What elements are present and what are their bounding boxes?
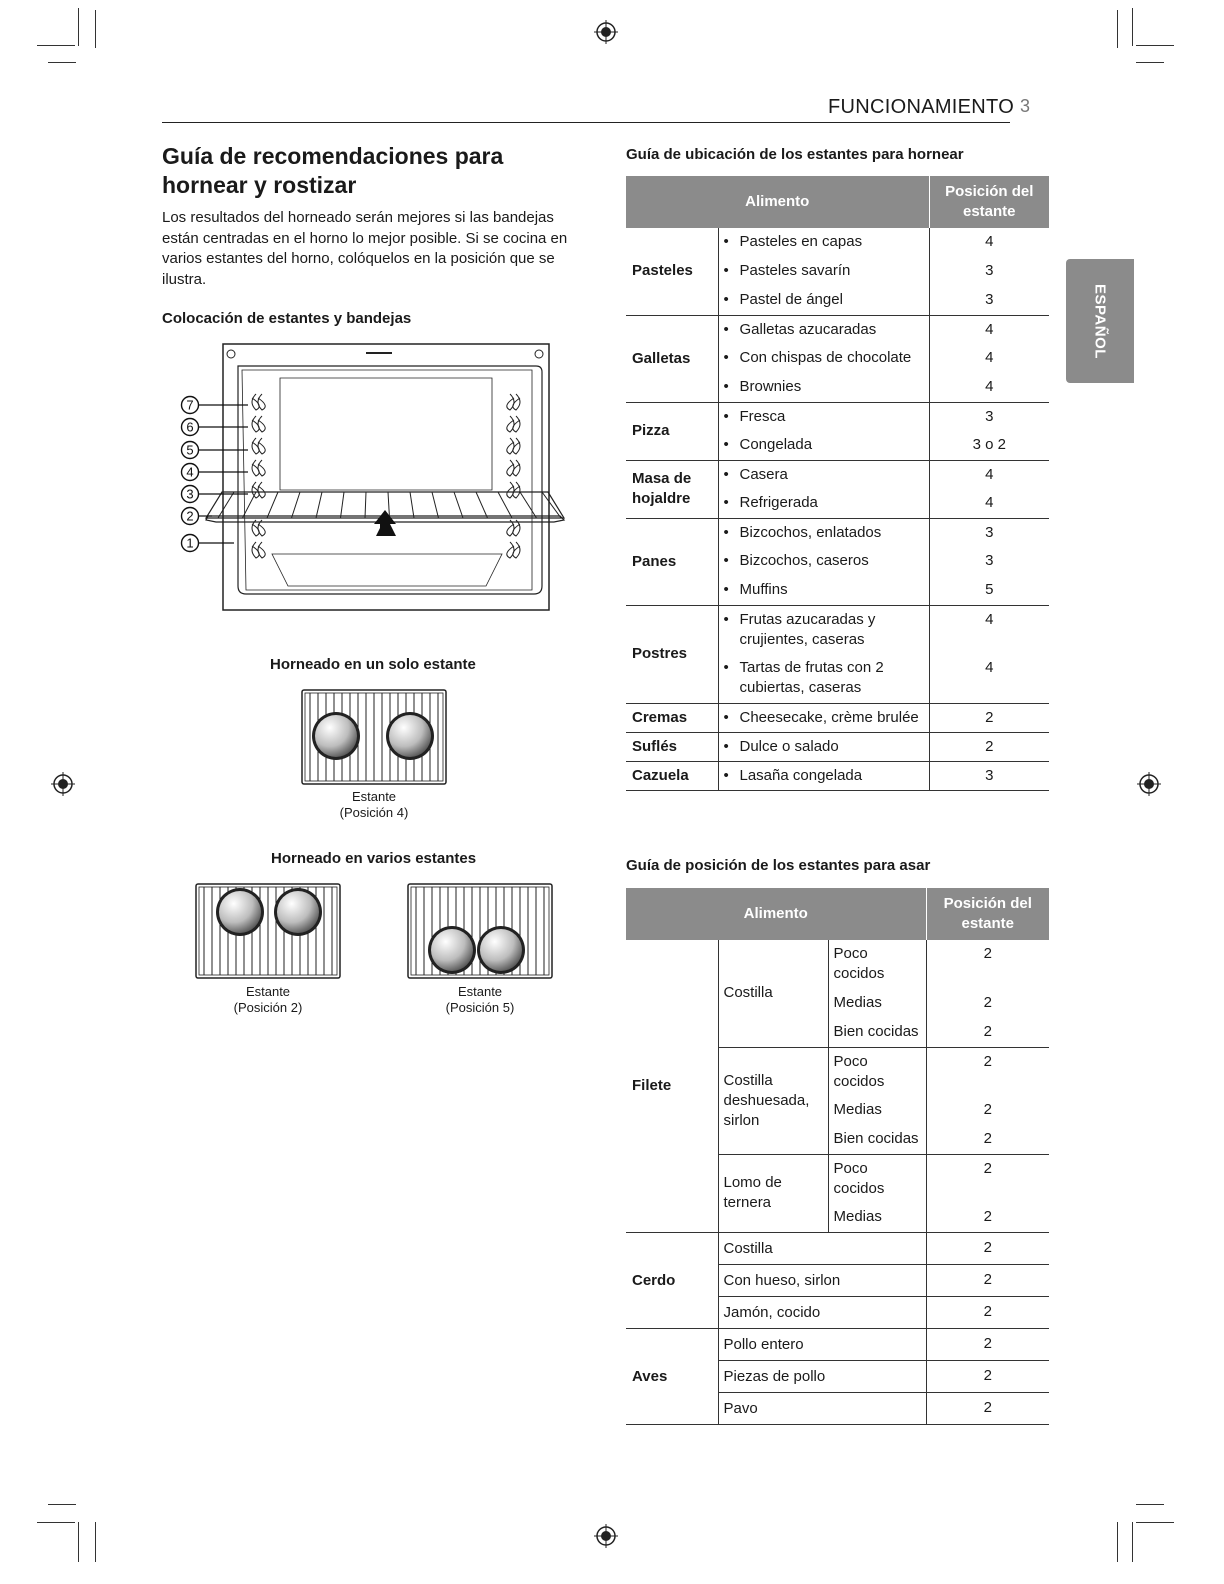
food-item [718,547,929,576]
food-item-line: Pastel de ángel [739,291,843,308]
caption-line: Estante [245,984,291,999]
doneness [828,1096,926,1125]
rack-position: 2 [983,1052,992,1070]
rack-position: 4 [985,610,994,628]
food-category-line: Masa de [632,470,692,487]
food-item-text [740,610,876,650]
food-item-line: Galletas azucaradas [739,320,877,338]
rack-position-label: 4 [186,464,194,480]
rack-position: 3 [985,262,994,279]
rack-position: 2 [983,994,992,1011]
bullet-icon: • [723,766,729,784]
cut-name [718,1154,828,1232]
cut-name-line: Costilla [723,1071,773,1089]
crop-mark [1132,1522,1133,1562]
cut-name: Pavo [718,1392,926,1424]
table-row [626,605,1049,654]
food-item-text [740,377,802,397]
rack-position: 2 [926,1360,1049,1392]
rack-position: 2 [929,732,1049,761]
food-item-text [740,435,813,455]
food-item-line: Con chispas de chocolate [739,349,912,366]
food-item-wrap [719,766,929,786]
table-row [626,518,1049,547]
rack-position: 2 [926,1328,1049,1360]
food-item [718,344,929,373]
rack-position-label: 7 [186,397,194,413]
oven-diagram [176,340,568,612]
food-item-line: crujientes, caseras [739,630,865,648]
food-item [718,315,929,344]
food-item-wrap [719,737,929,757]
bullet-icon: • [723,320,729,338]
food-category-line: Postres [632,645,688,662]
doneness-line: Poco [833,945,868,962]
single-rack-icon [300,688,448,786]
doneness-line: cocidos [833,965,885,982]
baking-pan [219,891,261,933]
food-item [718,654,929,703]
rack-position-label: 2 [186,508,194,524]
rack-position: 2 [983,1159,992,1177]
doneness-line: Medias [833,1101,882,1118]
food-item-line: Cheesecake, crème brulée [739,708,919,726]
col-header-position [926,888,1049,940]
crop-mark [48,62,76,63]
food-item-text [740,261,851,281]
cut-name: Jamón, cocido [718,1296,926,1328]
food-category [626,703,718,732]
rack-position: 3 [985,407,994,425]
food-item [718,402,929,431]
multi-rack-heading: Horneado en varios estantes [271,850,477,867]
food-item-wrap [719,407,929,427]
food-item-line: Muffins [739,581,788,598]
food-category-line: Pasteles [632,262,693,280]
food-item-line: Fresca [739,407,786,425]
doneness [828,1154,926,1203]
food-item-wrap [719,523,929,543]
food-category [626,761,718,790]
doneness [828,940,926,989]
rack-position: 4 [985,320,994,338]
table-row [626,460,1049,489]
food-category [626,732,718,761]
food-category [626,315,718,402]
col-header-position-line: estante [961,915,1015,932]
bullet-icon: • [723,378,729,395]
food-category: Cerdo [626,1232,718,1328]
single-rack-heading: Horneado en un solo estante [270,656,476,673]
food-item [718,286,929,315]
rack-position: 4 [985,465,994,483]
food-item-text [740,708,919,728]
page-title-line: Guía de recomendaciones para [162,143,504,169]
baking-pan [315,715,357,757]
doneness [828,1203,926,1232]
rack-position: 2 [983,1101,992,1118]
registration-mark-icon [1137,772,1161,796]
food-item [718,489,929,518]
crop-mark [78,8,79,46]
bullet-icon: • [723,436,729,453]
food-category-line: Galletas [632,349,691,367]
doneness [828,1018,926,1047]
col-header-food: Alimento [626,176,929,228]
rack-position: 2 [926,1203,1049,1232]
bullet-icon: • [723,291,729,308]
crop-mark [37,1522,75,1523]
food-item-text [740,290,843,310]
doneness-line: Poco [833,1159,868,1177]
doneness-line: cocidos [833,1179,885,1197]
food-item-text [740,232,863,252]
language-tab: ESPAÑOL [1066,259,1134,383]
caption-line: (Posición 4) [339,805,409,820]
bullet-icon: • [723,407,729,425]
food-item-wrap [719,610,929,650]
food-category-line: Cremas [632,708,688,726]
intro-paragraph: Los resultados del horneado serán mejores si las bandejas están centradas en el horno lo mejor posible. Si se cocina en varios estantes del horno, colóquelos en la posición que se ilustra. [162,209,568,288]
food-item-wrap [719,348,929,368]
food-item-wrap [719,580,929,600]
cut-name: Costilla [718,1232,926,1264]
col-header-food: Alimento [626,888,926,940]
food-item-line: cubiertas, caseras [739,679,862,696]
col-header-position [929,176,1049,228]
food-item-text [740,320,877,340]
multi-rack-icon-position-5 [406,882,554,980]
food-item-text [740,465,788,485]
table-row [626,1232,1049,1264]
food-item-line: Frutas azucaradas y [739,610,876,628]
food-item-wrap [719,551,929,571]
single-rack-caption [324,789,424,821]
crop-mark [1136,1504,1164,1505]
food-item-wrap [719,658,929,698]
baking-pan [277,891,319,933]
bullet-icon: • [723,465,729,483]
food-category [626,460,718,518]
table-row [626,761,1049,790]
food-item-line: Bizcochos, caseros [739,552,869,569]
food-item-line: Refrigerada [739,494,818,511]
food-item-wrap [719,465,929,485]
rack-position: 2 [929,703,1049,732]
table-row [626,703,1049,732]
crop-mark [37,45,75,46]
crop-mark [78,1522,79,1562]
roast-table [626,888,1049,1425]
caption-line: (Posición 2) [233,1000,303,1015]
table-row [626,940,1049,989]
doneness [828,1125,926,1154]
rack-position: 4 [929,489,1049,518]
rack-position: 3 o 2 [929,431,1049,460]
cut-name-line: Lomo de [723,1174,782,1191]
rack-position: 5 [929,576,1049,605]
bake-table-heading: Guía de ubicación de los estantes para hornear [626,146,964,163]
registration-mark-icon [594,1524,618,1548]
food-item [718,761,929,790]
doneness-line: Poco [833,1052,868,1070]
bullet-icon: • [723,262,729,279]
food-item-text [740,737,839,757]
col-header-position-line: Posición del [945,183,1034,200]
table-row [626,315,1049,344]
food-item-line: Lasaña congelada [739,766,863,784]
crop-mark [95,10,96,48]
food-item-line: Pasteles savarín [739,262,851,279]
food-item-text [740,407,786,427]
doneness [828,989,926,1018]
food-item-line: Dulce o salado [739,737,839,755]
bullet-icon: • [723,349,729,366]
baking-pan [389,715,431,757]
section-title: FUNCIONAMIENTO [828,96,1015,118]
cut-name [718,1047,828,1154]
doneness-line: cocidos [833,1072,885,1090]
rack-position-label: 6 [186,419,194,435]
table-row [626,1328,1049,1360]
food-item-line: Congelada [739,436,813,453]
bullet-icon: • [723,523,729,541]
food-category: Aves [626,1328,718,1424]
food-item-line: Brownies [739,378,802,395]
registration-mark-icon [594,20,618,44]
food-item [718,228,929,257]
bullet-icon: • [723,708,729,726]
food-item-line: Casera [739,465,788,483]
table-row [626,402,1049,431]
food-item-line: Tartas de frutas con 2 [739,659,884,676]
crop-mark [1132,8,1133,46]
rack-position: 3 [929,286,1049,315]
cut-name: Piezas de pollo [718,1360,926,1392]
placement-heading: Colocación de estantes y bandejas [162,310,412,327]
food-item [718,576,929,605]
food-item [718,703,929,732]
rack-position: 4 [929,654,1049,703]
rack-position: 3 [985,552,994,569]
cut-name-line: deshuesada, [723,1091,810,1109]
food-item-text [740,551,869,571]
rack-position-label: 1 [186,535,194,551]
crop-mark [1136,1522,1174,1523]
food-item-text [740,766,863,786]
doneness-line: Medias [833,994,882,1011]
bullet-icon: • [723,494,729,511]
food-item [718,518,929,547]
bake-table [626,176,1049,791]
food-category-line: Panes [632,552,677,570]
rack-position: 4 [985,233,994,250]
food-item-wrap [719,377,929,397]
doneness-line: Medias [833,1208,882,1225]
crop-mark [1136,62,1164,63]
table-row [626,732,1049,761]
food-item-text [740,658,884,698]
food-category-line: Cazuela [632,766,689,784]
bullet-icon: • [723,552,729,569]
crop-mark [1117,10,1118,48]
food-item [718,732,929,761]
baking-pan [431,929,473,971]
food-item [718,431,929,460]
food-item-text [740,493,818,513]
col-header-position-line: Posición del [943,895,1032,912]
roast-table-heading: Guía de posición de los estantes para asar [626,857,931,874]
bullet-icon: • [723,581,729,598]
food-item-text [740,580,788,600]
bullet-icon: • [723,610,729,628]
caption-line: Estante [457,984,503,999]
crop-mark [48,1504,76,1505]
cut-name-line: Costilla [723,984,773,1002]
cut-name-line: ternera [723,1194,772,1211]
doneness [828,1047,926,1096]
food-item [718,373,929,402]
rack-position-label: 3 [186,486,194,502]
rack-position: 4 [929,373,1049,402]
rack-position: 3 [985,523,994,541]
rack-position: 2 [926,1125,1049,1154]
food-category [626,402,718,460]
page-title-line: hornear y rostizar [162,172,357,198]
food-item-wrap [719,493,929,513]
baking-pan [480,929,522,971]
rack-position: 3 [929,761,1049,790]
food-category-line: hojaldre [632,490,691,507]
food-item-text [740,523,882,543]
rack-position-label: 5 [186,442,194,458]
crop-mark [1136,45,1174,46]
bullet-icon: • [723,659,729,676]
food-category-line: Pizza [632,422,670,439]
cut-name-line: sirlon [723,1111,760,1129]
caption-line: Estante [351,789,397,804]
doneness-line: Bien cocidas [833,1130,919,1147]
food-category-line: Suflés [632,737,678,755]
page-number: 3 [1020,96,1031,116]
food-item [718,257,929,286]
cut-name: Pollo entero [718,1328,926,1360]
food-item-wrap [719,320,929,340]
multi-rack-caption-a [218,984,318,1016]
crop-mark [95,1522,96,1562]
food-item-wrap [719,232,929,252]
food-item [718,605,929,654]
caption-line: (Posición 5) [445,1000,515,1015]
rack-position: 2 [926,1392,1049,1424]
food-category: Filete [626,940,718,1232]
cut-name: Con hueso, sirlon [718,1264,926,1296]
page-title [162,142,582,200]
rack-position: 2 [926,1018,1049,1047]
multi-rack-icon-position-2 [194,882,342,980]
food-category [626,518,718,605]
food-item-wrap [719,708,929,728]
header-rule [162,122,1010,123]
bullet-icon: • [723,233,729,250]
rack-position: 2 [983,945,992,962]
food-item-line: Pasteles en capas [739,233,863,250]
rack-position: 2 [926,1232,1049,1264]
rack-position: 2 [926,1264,1049,1296]
food-item-wrap [719,290,929,310]
registration-mark-icon [51,772,75,796]
food-item-wrap [719,435,929,455]
food-item-wrap [719,261,929,281]
food-category [626,228,718,315]
cut-name [718,940,828,1047]
food-category [626,605,718,703]
food-item [718,460,929,489]
bullet-icon: • [723,737,729,755]
table-row [626,228,1049,257]
multi-rack-caption-b [430,984,530,1016]
food-item-line: Bizcochos, enlatados [739,523,882,541]
doneness-line: Bien cocidas [833,1023,919,1040]
rack-position: 2 [926,1296,1049,1328]
food-item-text [740,348,912,368]
rack-position: 4 [985,349,994,366]
crop-mark [1117,1522,1118,1562]
col-header-position-line: estante [962,203,1016,220]
